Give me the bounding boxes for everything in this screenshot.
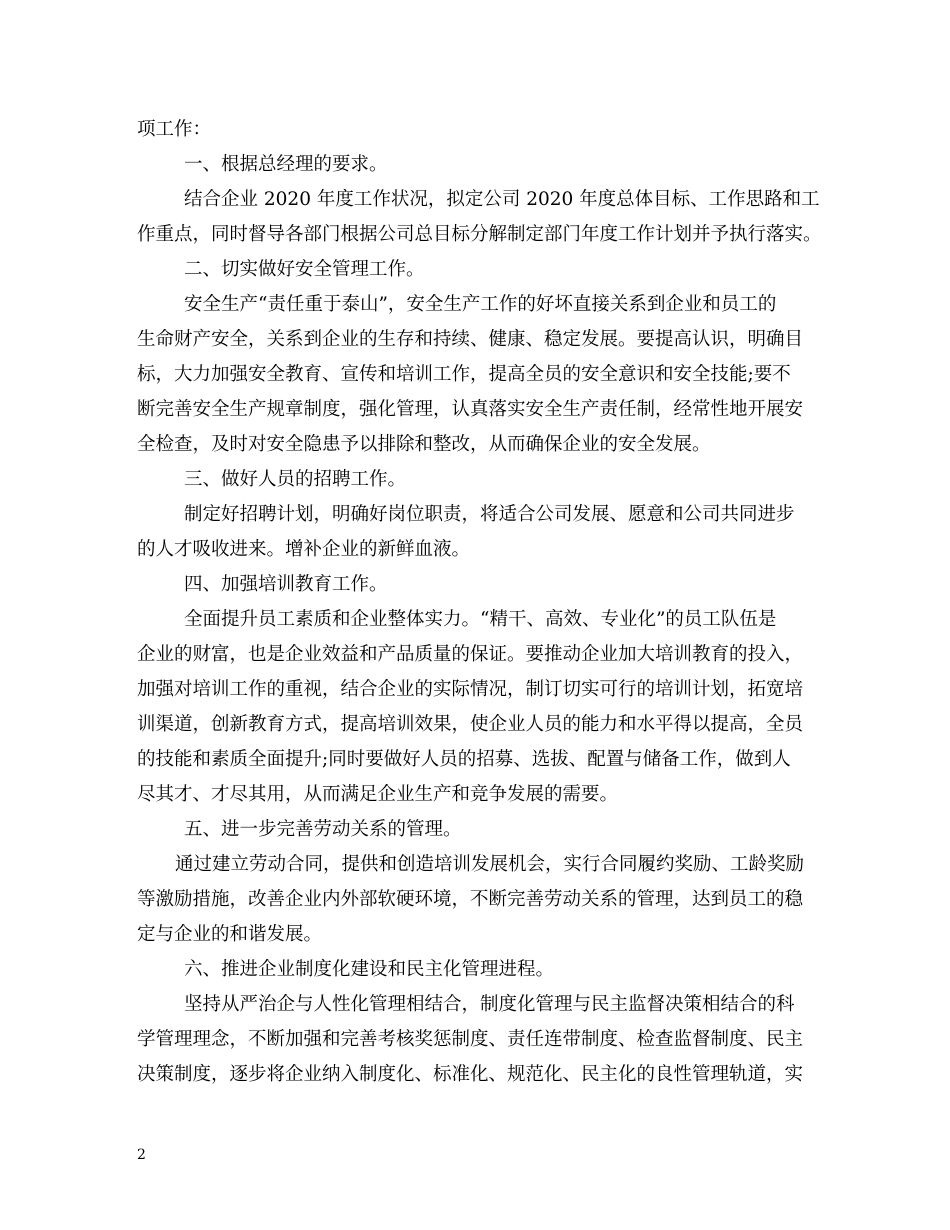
page-number: 2: [137, 1147, 146, 1163]
text-line: 断完善安全生产规章制度，强化管理，认真落实安全生产责任制，经常性地开展安: [137, 399, 804, 420]
text-line: 定与企业的和谐发展。: [137, 924, 323, 945]
text-line: 的技能和素质全面提升;同时要做好人员的招募、选拔、配置与储备工作，做到人: [137, 749, 791, 770]
section-heading: 二、切实做好安全管理工作。: [184, 259, 425, 280]
text-line: 尽其才、才尽其用，从而满足企业生产和竞争发展的需要。: [137, 784, 619, 805]
text-line: 坚持从严治企与人性化管理相结合，制度化管理与民主监督决策相结合的科: [184, 994, 795, 1015]
text-line: 项工作：: [137, 119, 212, 140]
text-line: 生命财产安全，关系到企业的生存和持续、健康、稳定发展。要提高认识，明确目: [137, 329, 804, 350]
text-line: 全检查，及时对安全隐患予以排除和整改，从而确保企业的安全发展。: [137, 434, 711, 455]
section-heading: 六、推进企业制度化建设和民主化管理进程。: [184, 959, 555, 980]
text-line: 标，大力加强安全教育、宣传和培训工作，提高全员的安全意识和安全技能;要不: [137, 364, 791, 385]
section-heading: 三、做好人员的招聘工作。: [184, 469, 407, 490]
section-heading: 一、根据总经理的要求。: [184, 154, 388, 175]
text-line: 加强对培训工作的重视，结合企业的实际情况，制订切实可行的培训计划，拓宽培: [137, 679, 804, 700]
text-line: 训渠道，创新教育方式，提高培训效果，使企业人员的能力和水平得以提高，全员: [137, 714, 804, 735]
text-line: 制定好招聘计划，明确好岗位职责，将适合公司发展、愿意和公司共同进步: [184, 504, 795, 525]
text-line: 作重点，同时督导各部门根据公司总目标分解制定部门年度工作计划并予执行落实。: [137, 224, 822, 245]
text-line: 企业的财富，也是企业效益和产品质量的保证。要推动企业加大培训教育的投入，: [137, 644, 804, 665]
text-line: 学管理理念，不断加强和完善考核奖惩制度、责任连带制度、检查监督制度、民主: [137, 1029, 804, 1050]
text-line: 安全生产“责任重于泰山”，安全生产工作的好坏直接关系到企业和员工的: [184, 294, 777, 315]
section-heading: 四、加强培训教育工作。: [184, 574, 388, 595]
section-heading: 五、进一步完善劳动关系的管理。: [184, 819, 462, 840]
text-line: 等激励措施，改善企业内外部软硬环境，不断完善劳动关系的管理，达到员工的稳: [137, 889, 804, 910]
text-line: 决策制度，逐步将企业纳入制度化、标准化、规范化、民主化的良性管理轨道，实: [137, 1064, 804, 1085]
text-line: 结合企业 2020 年度工作状况，拟定公司 2020 年度总体目标、工作思路和工: [184, 189, 820, 210]
text-line: 的人才吸收进来。增补企业的新鲜血液。: [137, 539, 471, 560]
text-line: 全面提升员工素质和企业整体实力。“精干、高效、专业化”的员工队伍是: [184, 609, 777, 630]
text-line: 通过建立劳动合同，提供和创造培训发展机会，实行合同履约奖励、工龄奖励: [175, 854, 805, 875]
